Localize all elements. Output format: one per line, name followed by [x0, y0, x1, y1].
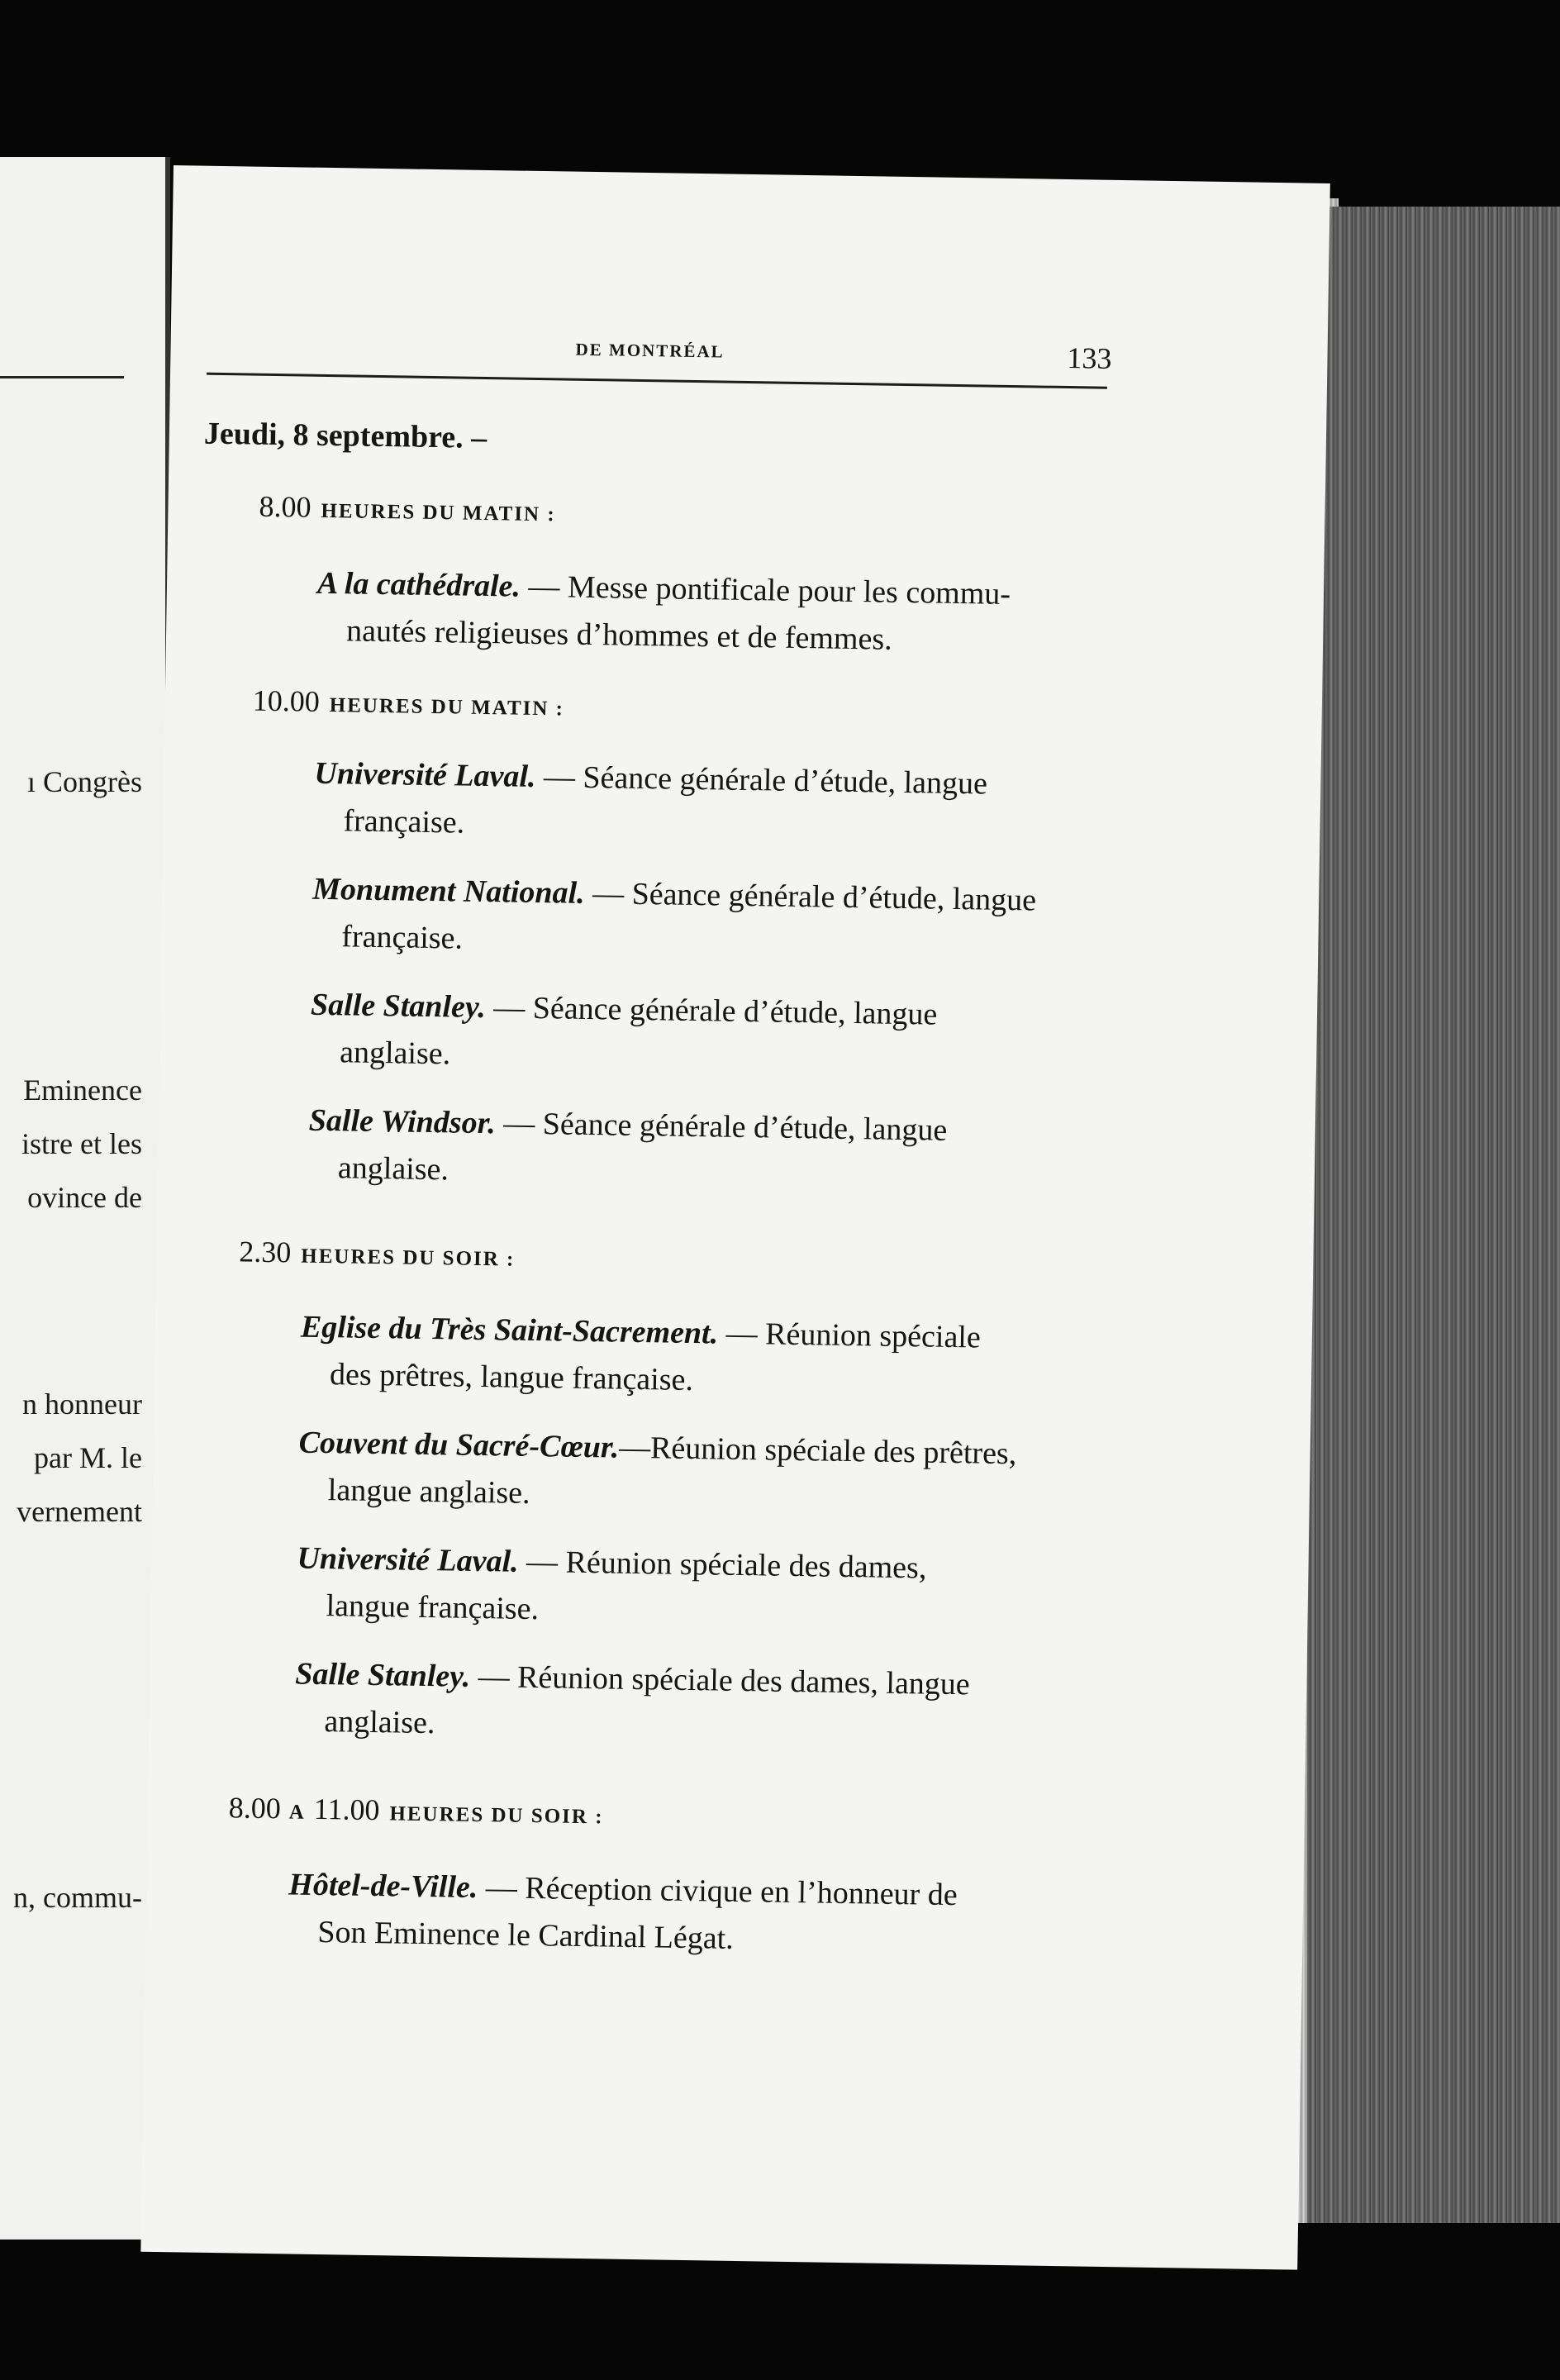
time-end-value: 11.00 — [313, 1792, 380, 1827]
program-entry — [312, 866, 1106, 973]
time-heading — [259, 489, 556, 529]
program-entry — [310, 982, 1105, 1088]
entry-text: — Réunion spéciale des dames, langue — [469, 1659, 971, 1702]
book-page-edges — [1307, 207, 1560, 2223]
time-value: 10.00 — [252, 683, 321, 718]
venue-name: Université Laval. — [297, 1540, 519, 1579]
entry-text: — Réception civique en l’honneur de — [477, 1870, 958, 1913]
page-number: 133 — [1067, 341, 1112, 375]
program-entry — [313, 750, 1108, 857]
left-page-fragment: Eminence — [23, 1073, 142, 1107]
entry-text: — Réunion spéciale des dames, — [518, 1544, 927, 1586]
day-heading: Jeudi, 8 septembre. – — [203, 416, 488, 455]
entry-text: — Séance générale d’étude, langue — [485, 990, 938, 1032]
entry-text: — Séance générale d’étude, langue — [495, 1106, 948, 1148]
time-value: 8.00 — [259, 489, 312, 524]
time-value: 8.00 — [228, 1791, 282, 1825]
program-entry — [296, 1535, 1091, 1642]
time-heading — [253, 683, 565, 723]
time-heading — [228, 1790, 603, 1830]
left-page-fragment: ı Congrès — [27, 765, 142, 798]
entry-text: — Séance générale d’étude, langue — [535, 759, 988, 802]
venue-name: Salle Windsor. — [308, 1102, 497, 1141]
left-page — [0, 157, 170, 2240]
left-page-fragment: n, commu- — [13, 1881, 142, 1914]
left-page-fragment: vernement — [17, 1495, 142, 1528]
entry-text-continued: Son Eminence le Cardinal Légat. — [317, 1915, 735, 1956]
entry-text-continued: anglaise. — [324, 1704, 435, 1741]
entry-text: — Réunion spéciale — [717, 1316, 982, 1355]
time-preposition: A — [288, 1801, 306, 1824]
running-head: DE MONTRÉAL — [575, 339, 725, 362]
venue-name: Hôtel-de-Ville. — [288, 1867, 478, 1906]
time-label: HEURES DU MATIN : — [321, 499, 556, 526]
program-entry — [294, 1651, 1089, 1758]
entry-text: — Messe pontificale pour les commu- — [520, 569, 1011, 612]
program-entry — [316, 560, 1111, 667]
venue-name: A la cathédrale. — [316, 565, 521, 604]
left-page-fragment: ovince de — [27, 1181, 142, 1214]
left-page-fragment: istre et les — [21, 1127, 142, 1160]
time-label: HEURES DU SOIR : — [389, 1802, 604, 1829]
left-page-fragment: par M. le — [34, 1441, 142, 1474]
venue-name: Couvent du Sacré-Cœur. — [298, 1425, 620, 1465]
time-heading — [239, 1234, 516, 1273]
entry-text-continued: langue anglaise. — [327, 1473, 530, 1511]
entry-text-continued: des prêtres, langue française. — [329, 1357, 694, 1398]
venue-name: Eglise du Très Saint-Sacrement. — [300, 1309, 719, 1351]
entry-text-continued: française. — [343, 803, 465, 840]
entry-text-continued: nautés religieuses d’hommes et de femmes. — [345, 613, 893, 657]
venue-name: Monument National. — [312, 871, 585, 911]
venue-name: Salle Stanley. — [310, 987, 487, 1026]
time-value: 2.30 — [239, 1235, 292, 1269]
program-entry — [300, 1304, 1095, 1411]
entry-text-continued: française. — [341, 919, 464, 956]
entry-text-continued: anglaise. — [337, 1150, 449, 1188]
time-label: HEURES DU SOIR : — [301, 1245, 516, 1271]
entry-text-continued: langue française. — [326, 1588, 540, 1627]
entry-text: —Réunion spéciale des prêtres, — [618, 1430, 1017, 1472]
entry-text-continued: anglaise. — [339, 1035, 451, 1072]
time-label: HEURES DU MATIN : — [329, 694, 565, 721]
left-page-fragment: n honneur — [22, 1388, 142, 1421]
header-rule — [207, 373, 1107, 389]
program-entry — [308, 1097, 1103, 1204]
venue-name: Université Laval. — [314, 755, 536, 794]
venue-name: Salle Stanley. — [295, 1656, 471, 1694]
program-entry — [297, 1420, 1092, 1526]
left-page-rule — [0, 376, 124, 378]
main-page — [140, 165, 1329, 2270]
program-entry — [288, 1861, 1082, 1968]
entry-text: — Séance générale d’étude, langue — [584, 875, 1037, 918]
